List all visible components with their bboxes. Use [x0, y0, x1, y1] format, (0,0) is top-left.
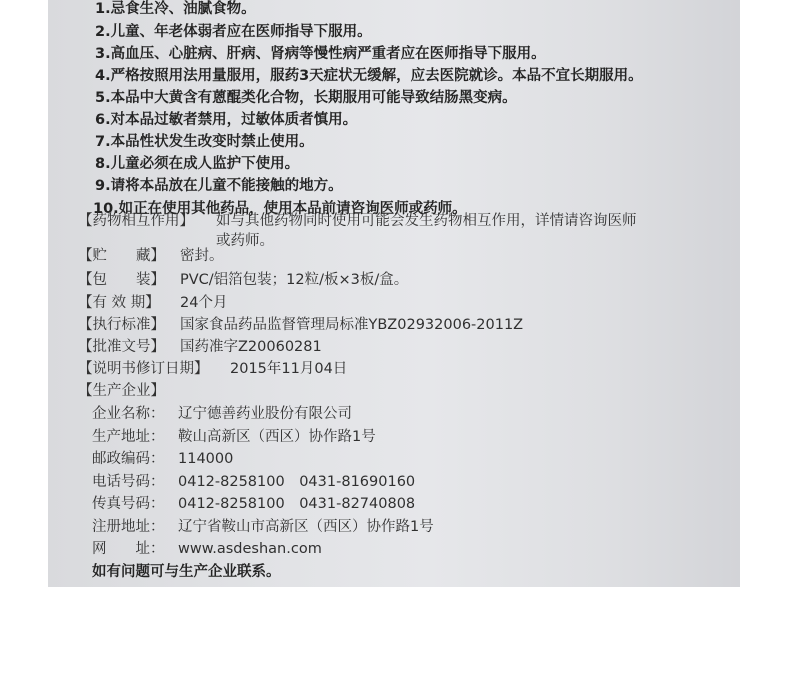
precaution-item-5: 5.本品中大黄含有蒽醌类化合物，长期服用可能导致结肠黑变病。 [95, 90, 517, 106]
phone-label: 电话号码： [92, 474, 165, 490]
precaution-item-4: 4.严格按照用法用量服用，服药3天症状无缓解，应去医院就诊。本品不宜长期服用。 [95, 68, 643, 84]
revision-date-label: 【说明书修订日期】 [78, 361, 209, 377]
approval-value: 国药准字Z20060281 [180, 339, 322, 355]
storage-value: 密封。 [180, 248, 224, 264]
precaution-item-2: 2.儿童、年老体弱者应在医师指导下服用。 [95, 24, 372, 40]
storage-label: 【贮 藏】 [78, 248, 165, 264]
package-value: PVC/铝箔包装；12粒/板×3板/盒。 [180, 272, 409, 288]
postcode-value: 114000 [178, 451, 234, 467]
production-address-label: 生产地址： [92, 429, 165, 445]
registered-address-value: 辽宁省鞍山市高新区（西区）协作路1号 [178, 519, 434, 535]
validity-label: 【有 效 期】 [78, 295, 160, 311]
precaution-item-7: 7.本品性状发生改变时禁止使用。 [95, 134, 314, 150]
fax-value: 0412-8258100 0431-82740808 [178, 496, 416, 512]
registered-address-label: 注册地址： [92, 519, 165, 535]
standard-label: 【执行标准】 [78, 317, 165, 333]
precaution-item-9: 9.请将本品放在儿童不能接触的地方。 [95, 178, 343, 194]
manufacturer-label: 【生产企业】 [78, 383, 165, 399]
revision-date-value: 2015年11月04日 [230, 361, 348, 377]
validity-value: 24个月 [180, 295, 228, 311]
fax-label: 传真号码： [92, 496, 165, 512]
precaution-item-1: 1.忌食生冷、油腻食物。 [95, 1, 256, 17]
website-label: 网 址： [92, 541, 165, 557]
company-name-value: 辽宁德善药业股份有限公司 [178, 406, 352, 422]
phone-value: 0412-8258100 0431-81690160 [178, 474, 416, 490]
precaution-item-8: 8.儿童必须在成人监护下使用。 [95, 156, 300, 172]
postcode-label: 邮政编码： [92, 451, 165, 467]
precaution-item-3: 3.高血压、心脏病、肝病、肾病等慢性病严重者应在医师指导下服用。 [95, 46, 546, 62]
website-value: www.asdeshan.com [178, 541, 322, 557]
interaction-text-line2: 或药师。 [216, 233, 274, 249]
production-address-value: 鞍山高新区（西区）协作路1号 [178, 429, 376, 445]
contact-note: 如有问题可与生产企业联系。 [92, 564, 281, 580]
company-name-label: 企业名称： [92, 406, 165, 422]
interaction-text-line1: 如与其他药物同时使用可能会发生药物相互作用，详情请咨询医师 [216, 213, 637, 229]
standard-value: 国家食品药品监督管理局标准YBZ02932006-2011Z [180, 317, 524, 333]
interaction-label: 【药物相互作用】 [78, 213, 194, 229]
package-label: 【包 装】 [78, 272, 165, 288]
approval-label: 【批准文号】 [78, 339, 165, 355]
precaution-item-10: 10.如正在使用其他药品，使用本品前请咨询医师或药师。 [93, 201, 467, 217]
precaution-item-6: 6.对本品过敏者禁用，过敏体质者慎用。 [95, 112, 358, 128]
